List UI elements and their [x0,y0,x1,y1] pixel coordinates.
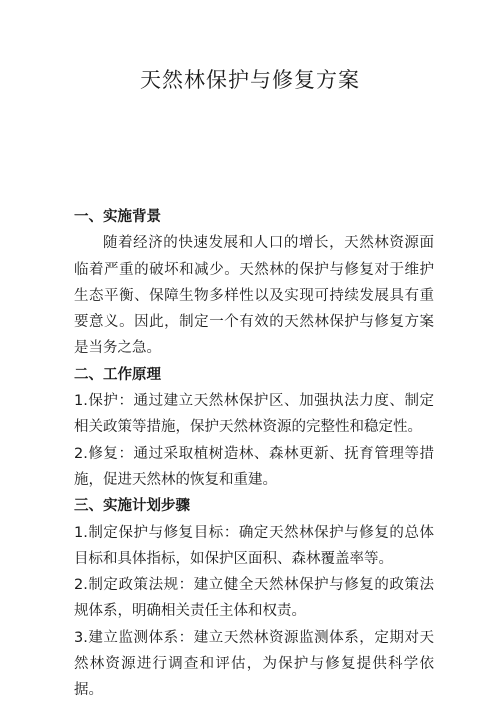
plan-step-policy: 2.制定政策法规：建立健全天然林保护与修复的政策法规体系，明确相关责任主体和权责。 [74,577,434,620]
principle-item-restoration: 2.修复：通过采取植树造林、森林更新、抚育管理等措施，促进天然林的恢复和重建。 [74,445,434,488]
section-heading-plan: 三、实施计划步骤 [74,498,190,515]
background-paragraph: 随着经济的快速发展和人口的增长，天然林资源面临着严重的破坏和减少。天然林的保护与修复对于维护生态平衡、保障生物多样性以及实现可持续发展具有重要意义。因此，制定一个有效的天然林保护与修复方案是当务之急。 [74,235,434,357]
plan-step-goals: 1.制定保护与修复目标：确定天然林保护与修复的总体目标和具体指标，如保护区面积、森林覆盖率等。 [74,524,434,567]
page-title: 天然林保护与修复方案 [140,68,360,92]
principle-item-protection: 1.保护：通过建立天然林保护区、加强执法力度、制定相关政策等措施，保护天然林资源的完整性和稳定性。 [74,393,434,436]
plan-step-monitoring: 3.建立监测体系：建立天然林资源监测体系，定期对天然林资源进行调查和评估，为保护与修复提供科学依据。 [74,629,434,699]
section-heading-principle: 二、工作原理 [74,366,161,383]
section-heading-background: 一、实施背景 [74,209,161,225]
document-body [74,204,434,704]
